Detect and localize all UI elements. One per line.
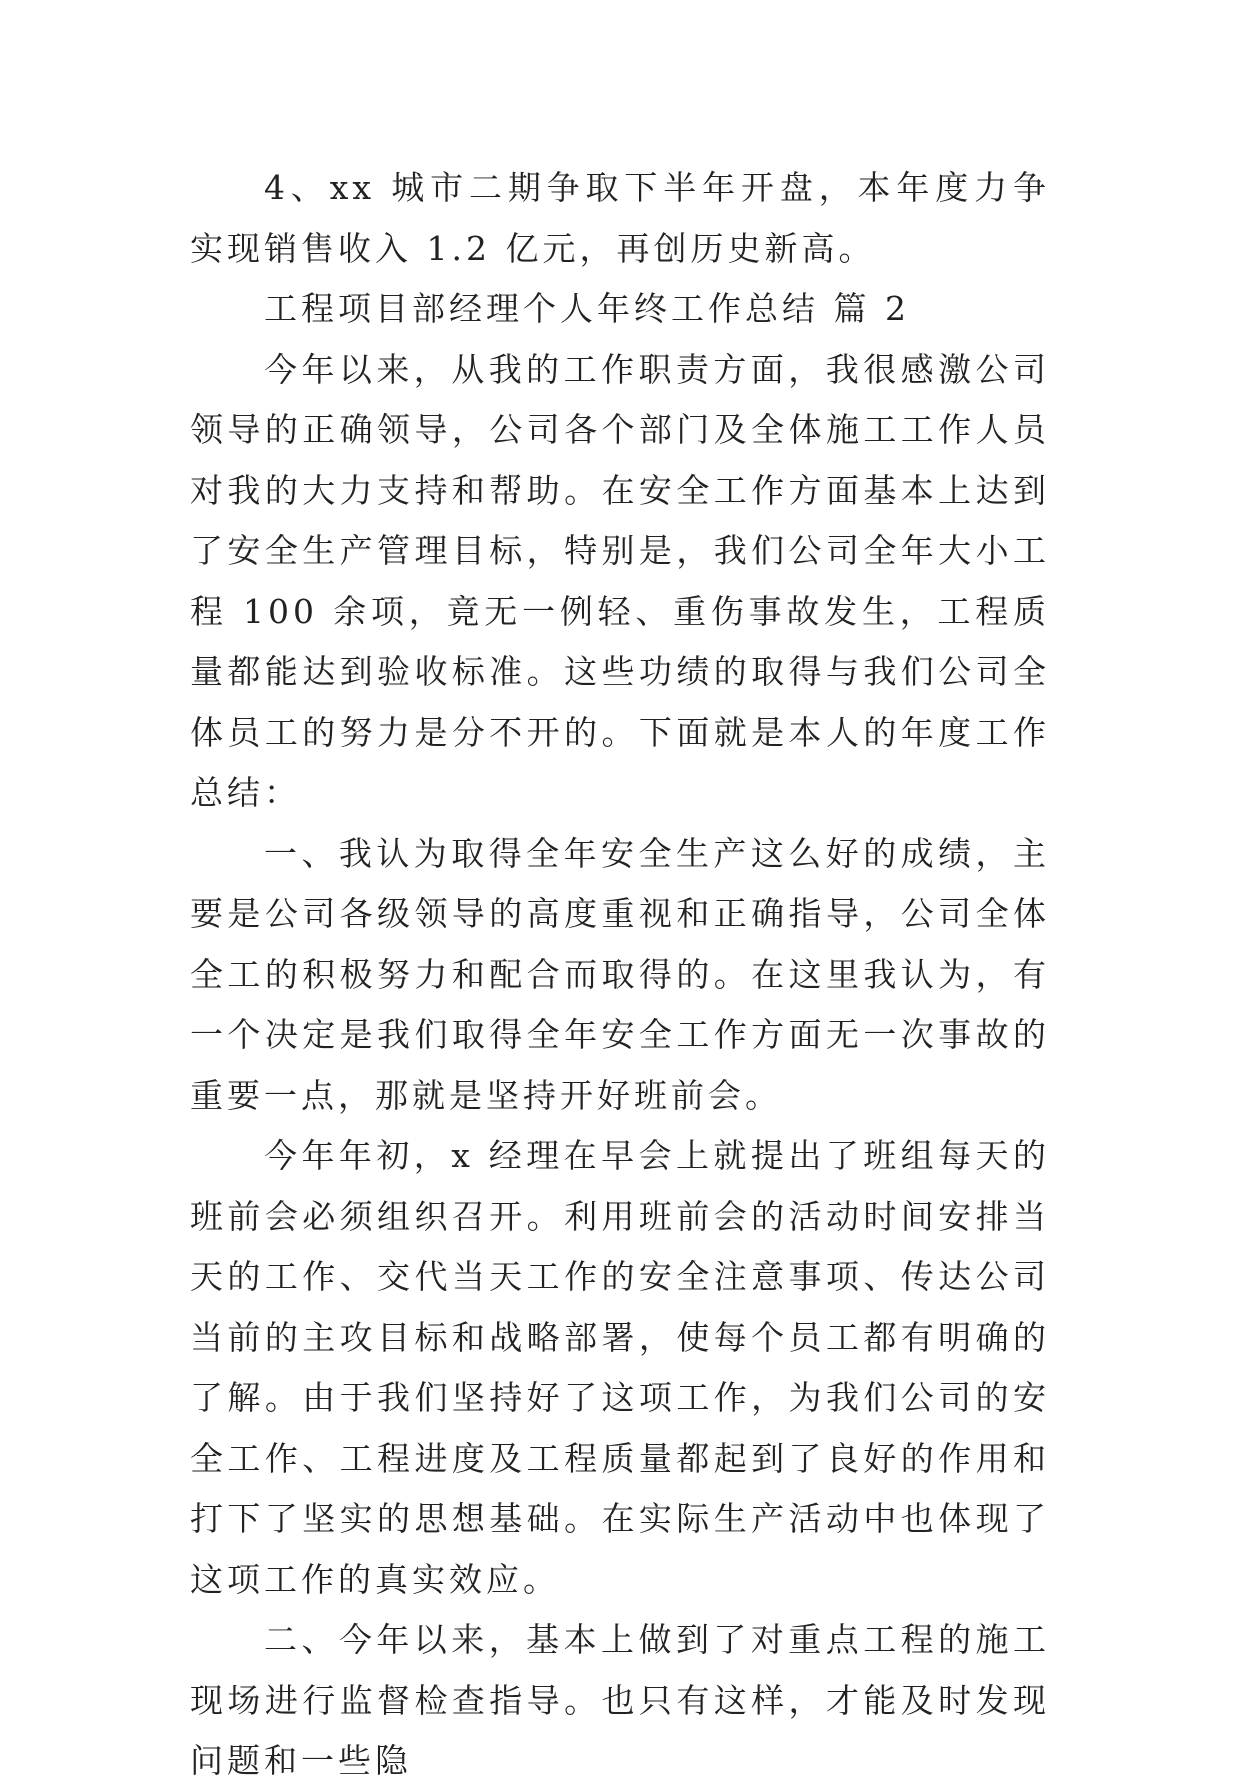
paragraph-morning-meeting: 今年年初，x 经理在早会上就提出了班组每天的班前会必须组织召开。利用班前会的活动时间安排当天的工作、交代当天工作的安全注意事项、传达公司当前的主攻目标和战略部署，使每个员工都有明确的了解。由于我们坚持好了这项工作，为我们公司的安全工作、工程进度及工程质量都起到了良好的作用和打下了坚实的思想基础。在实际生产活动中也体现了这项工作的真实效应。 <box>190 1136 1050 1599</box>
paragraph-point-two: 二、今年以来，基本上做到了对重点工程的施工现场进行监督检查指导。也只有这样，才能及时发现问题和一些隐 <box>190 1620 1050 1780</box>
section-heading: 工程项目部经理个人年终工作总结 篇 2 <box>264 289 910 328</box>
paragraph-sales-goal: 4、xx 城市二期争取下半年开盘，本年度力争实现销售收入 1.2 亿元，再创历史新高。 <box>190 168 1050 268</box>
paragraph-intro: 今年以来，从我的工作职责方面，我很感激公司领导的正确领导，公司各个部门及全体施工工作人员对我的大力支持和帮助。在安全工作方面基本上达到了安全生产管理目标，特别是，我们公司全年大小工程 100 余项，竟无一例轻、重伤事故发生，工程质量都能达到验收标准。这些功绩的取得与我们公司全体员工的努力是分不开的。下面就是本人的年度工作总结： <box>190 349 1050 812</box>
document-body <box>190 158 1050 1792</box>
paragraph-point-one: 一、我认为取得全年安全生产这么好的成绩，主要是公司各级领导的高度重视和正确指导，公司全体全工的积极努力和配合而取得的。在这里我认为，有一个决定是我们取得全年安全工作方面无一次事故的重要一点，那就是坚持开好班前会。 <box>190 833 1050 1115</box>
